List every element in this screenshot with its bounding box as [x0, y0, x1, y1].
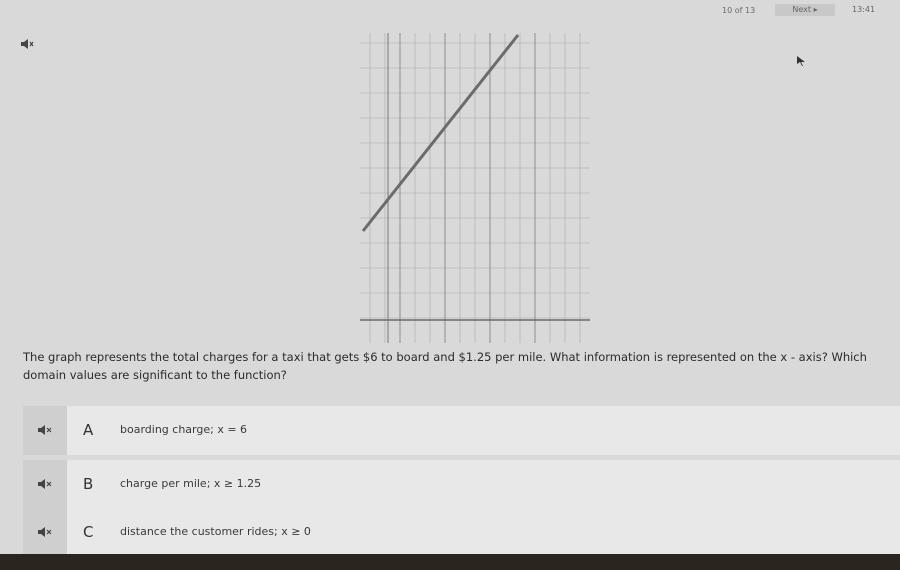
next-button[interactable]: Next ▸	[775, 4, 835, 16]
speaker-icon	[37, 424, 53, 436]
graph-major-lines	[400, 33, 535, 343]
choice-text: charge per mile; x ≥ 1.25	[120, 477, 262, 490]
choice-text: distance the customer rides; x ≥ 0	[120, 525, 311, 538]
choice-text: boarding charge; x = 6	[120, 423, 248, 436]
timer: 13:41	[852, 5, 876, 14]
speaker-icon[interactable]	[20, 38, 34, 50]
function-line	[363, 35, 518, 231]
speaker-icon	[37, 478, 53, 490]
graph-grid	[360, 33, 590, 343]
cursor-icon	[797, 56, 805, 66]
top-bar	[0, 0, 900, 22]
line-graph	[360, 33, 590, 353]
choice-c[interactable]	[23, 508, 900, 557]
choice-b-audio[interactable]	[23, 460, 67, 509]
question-text: The graph represents the total charges for a taxi that gets $6 to board and $1.25 per mile. What information is represented on the x - axis? Which domain values are significant to the function?	[23, 350, 867, 382]
choice-b[interactable]	[23, 460, 900, 509]
choice-letter: A	[83, 421, 94, 439]
speaker-icon	[37, 526, 53, 538]
choice-a[interactable]	[23, 406, 900, 455]
choice-letter: C	[83, 523, 94, 541]
choice-c-audio[interactable]	[23, 508, 67, 557]
choice-letter: B	[83, 475, 94, 493]
choice-a-audio[interactable]	[23, 406, 67, 455]
bottom-strip	[0, 554, 900, 570]
progress-indicator: 10 of 13	[722, 6, 756, 15]
